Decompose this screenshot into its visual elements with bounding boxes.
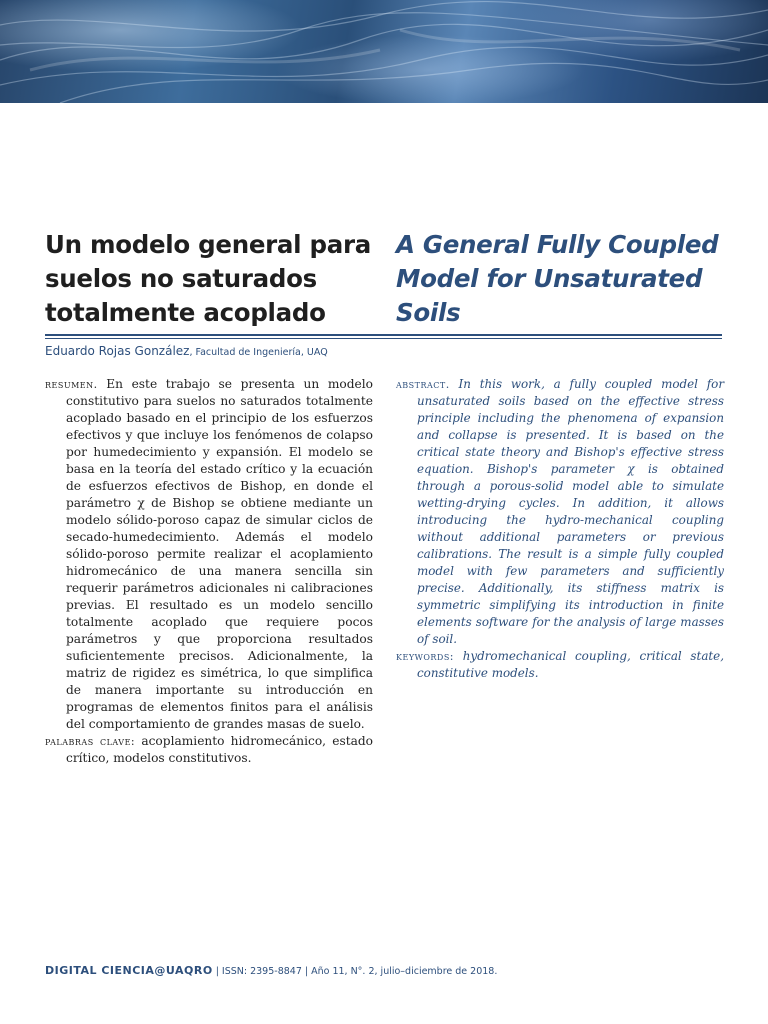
article-title-english: A General Fully Coupled Model for Unsaturated Soils bbox=[396, 230, 719, 327]
abstract-paragraph bbox=[396, 376, 724, 648]
resumen-label: resumen. bbox=[45, 378, 98, 391]
footer-separator: | bbox=[304, 966, 309, 977]
title-divider bbox=[45, 334, 722, 336]
journal-brand: DIGITAL CIENCIA@UAQRO bbox=[45, 964, 213, 977]
palabras-clave-label: palabras clave: bbox=[45, 735, 136, 748]
palabras-clave-body: acoplamiento hidromecánico, estado crítico, modelos constitutivos. bbox=[66, 734, 374, 765]
keywords-body: hydromechanical coupling, critical state, constitutive models. bbox=[417, 649, 724, 680]
abstract-body: In this work, a fully coupled model for unsaturated soils based on the effective stress principle including the phenomena of expansion and collapse is presented. It is based on the critical state theory and Bishop's effective stress equation. Bishop's parameter χ is obtained through a porous-solid model able to simulate wetting-drying cycles. In addition, it allows introducing the hydro-mechanical coupling without additional parameters or previous calibrations. The result is a simple fully coupled model with few parameters and sufficiently precise. Additionally, its stiffness matrix is symmetric simplifying its introduction in finite elements software for the analysis of large masses of soil. bbox=[417, 377, 724, 646]
footer-issn: ISSN: 2395-8847 bbox=[221, 966, 302, 977]
spanish-column bbox=[45, 376, 373, 767]
page-footer bbox=[45, 964, 497, 977]
english-column bbox=[396, 376, 724, 682]
banner-texture bbox=[0, 0, 768, 103]
keywords-paragraph bbox=[396, 648, 724, 682]
palabras-clave-paragraph bbox=[45, 733, 373, 767]
author-affiliation: , Facultad de Ingeniería, UAQ bbox=[189, 347, 328, 358]
footer-separator: | bbox=[215, 966, 219, 977]
title-divider-thin bbox=[45, 338, 722, 339]
keywords-label: keywords: bbox=[396, 650, 455, 663]
header-banner-image bbox=[0, 0, 768, 103]
abstract-label: abstract. bbox=[396, 378, 450, 391]
footer-issue: Año 11, N°. 2, julio–diciembre de 2018. bbox=[311, 966, 498, 977]
resumen-body: En este trabajo se presenta un modelo constitutivo para suelos no saturados totalmente acoplado basado en el principio de los esfuerzos efectivos y que incluye los fenómenos de colapso por humedecimiento y expansión. El modelo se basa en la teoría del estado crítico y la ecuación de esfuerzos efectivos de Bishop, en donde el parámetro χ de Bishop se obtiene mediante un modelo sólido-poroso capaz de simular ciclos de secado-humedecimiento. Además el modelo sólido-poroso permite realizar el acoplamiento hidromecánico de una manera sencilla sin requerir parámetros adicionales ni calibraciones previas. El resultado es un modelo sencillo totalmente acoplado que requiere pocos parámetros y que proporciona resultados suficientemente precisos. Adicionalmente, la matriz de rigidez es simétrica, lo que simplifica de manera importante su introducción en programas de elementos finitos para el análisis del comportamiento de grandes masas de suelo. bbox=[66, 377, 373, 731]
author-name: Eduardo Rojas González bbox=[45, 344, 190, 358]
author-line bbox=[45, 344, 328, 358]
article-title-spanish: Un modelo general para suelos no saturados totalmente acoplado bbox=[45, 230, 371, 327]
resumen-paragraph bbox=[45, 376, 373, 733]
